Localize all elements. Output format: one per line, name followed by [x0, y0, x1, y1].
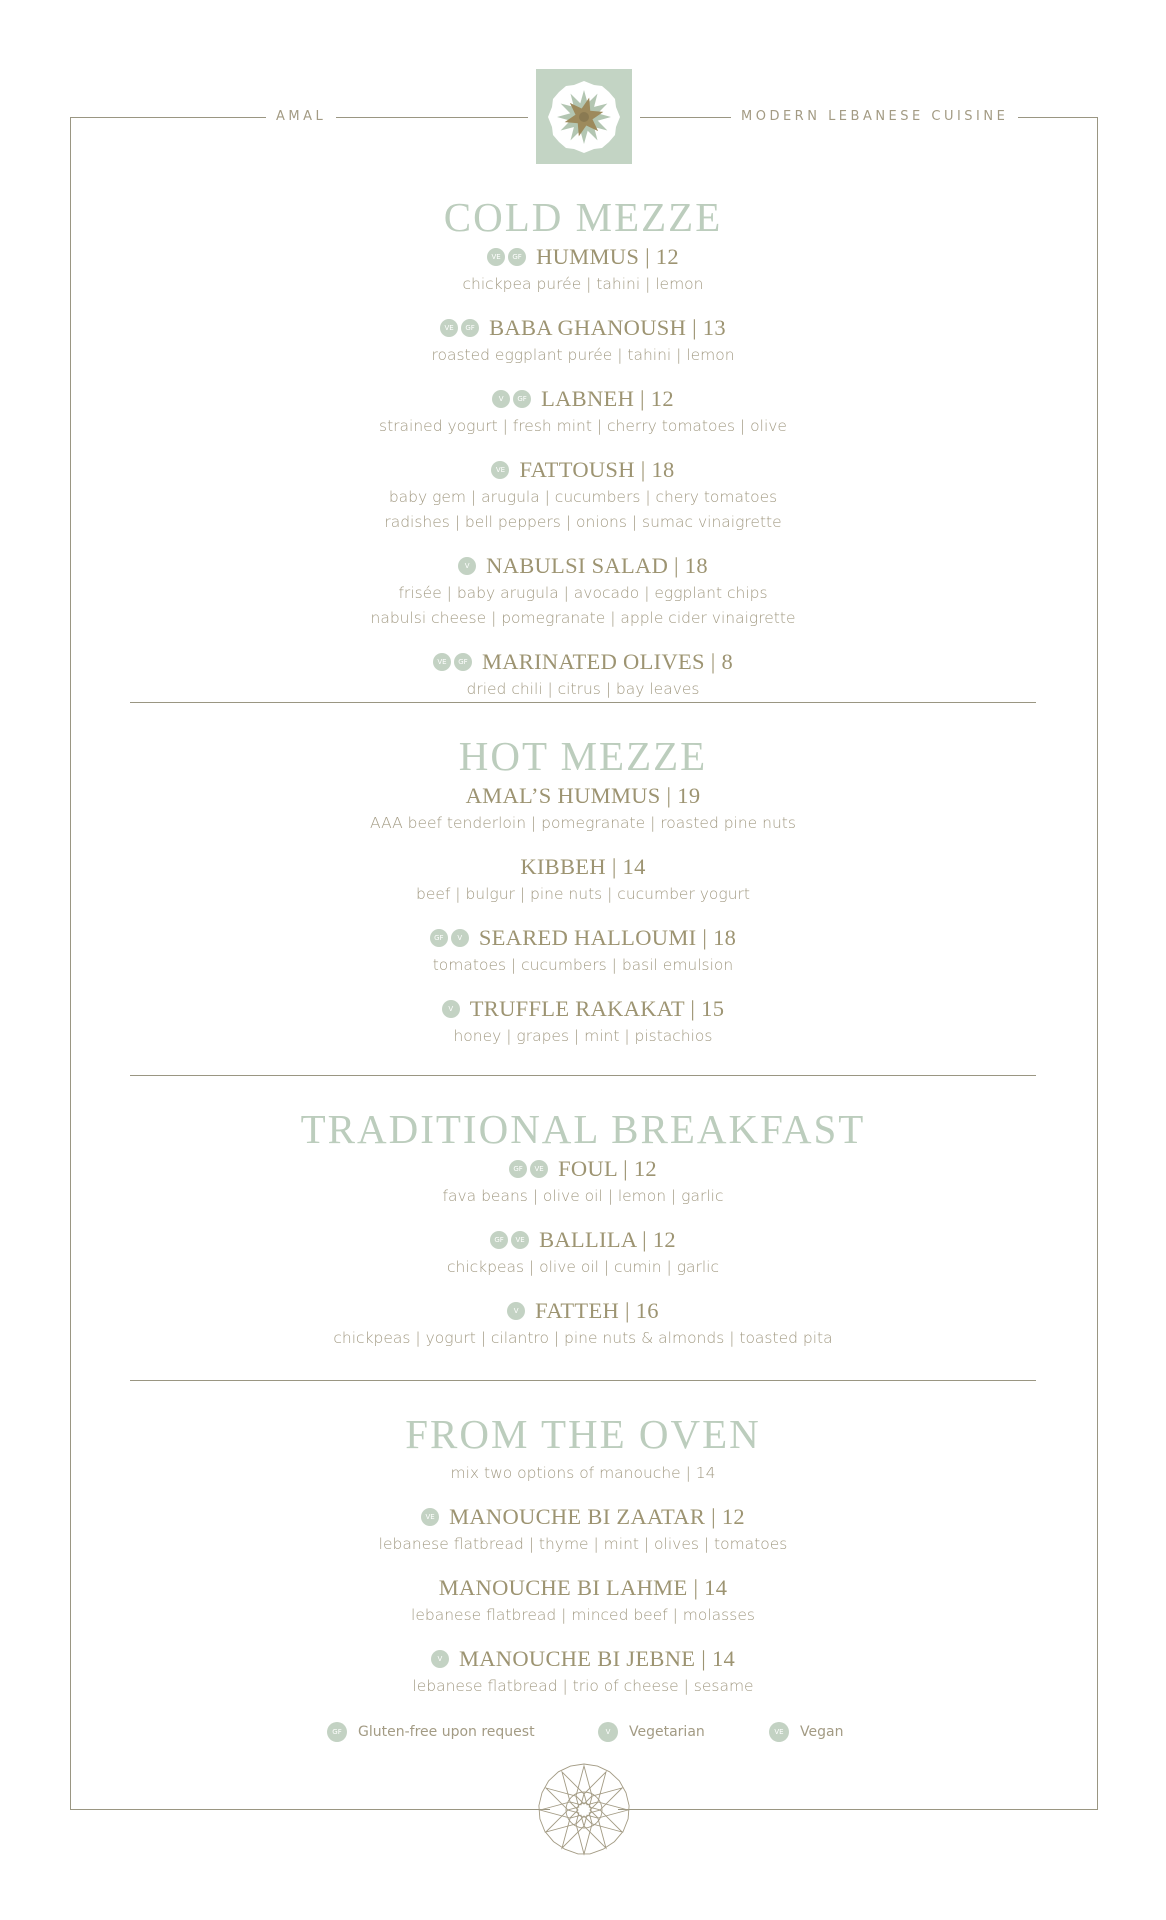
restaurant-tagline: MODERN LEBANESE CUISINE [731, 106, 1018, 128]
menu-item [130, 1644, 1036, 1699]
item-description: frisée | baby arugula | avocado | eggplant chips [398, 584, 768, 602]
section-note: mix two options of manouche | 14 [450, 1464, 716, 1482]
gluten-free-badge-icon: GF [454, 653, 472, 671]
item-name: KIBBEH | 14 [520, 854, 646, 879]
item-name: MANOUCHE BI LAHME | 14 [438, 1575, 728, 1600]
item-name: AMAL’S HUMMUS | 19 [465, 783, 701, 808]
item-name: FATTOUSH | 18 [519, 457, 675, 482]
vegan-badge-icon: VE [440, 319, 458, 337]
item-description: lebanese flatbread | minced beef | molasses [411, 1606, 755, 1624]
gluten-free-badge-icon: GF [327, 1722, 347, 1742]
menu-item [130, 852, 1036, 907]
vegan-badge-icon: VE [769, 1722, 789, 1742]
item-description: honey | grapes | mint | pistachios [453, 1027, 713, 1045]
menu-item [130, 384, 1036, 439]
menu-content [130, 180, 1036, 1699]
item-description: fava beans | olive oil | lemon | garlic [442, 1187, 724, 1205]
legend-label: Gluten-free upon request [358, 1724, 535, 1740]
vegetarian-badge-icon: V [458, 557, 476, 575]
vegetarian-badge-icon: V [492, 390, 510, 408]
dietary-legend [0, 1722, 1166, 1748]
menu-item [130, 994, 1036, 1049]
item-description: dried chili | citrus | bay leaves [466, 680, 700, 698]
item-description: AAA beef tenderloin | pomegranate | roasted pine nuts [370, 814, 796, 832]
menu-item [130, 313, 1036, 368]
item-name: MANOUCHE BI ZAATAR | 12 [449, 1504, 745, 1529]
item-description: radishes | bell peppers | onions | sumac vinaigrette [384, 513, 782, 531]
vegan-badge-icon: VE [511, 1231, 529, 1249]
menu-item [130, 1225, 1036, 1280]
lotus-star-logo-icon [536, 69, 632, 164]
gluten-free-badge-icon: GF [490, 1231, 508, 1249]
menu-item [130, 1573, 1036, 1628]
menu-item [130, 551, 1036, 631]
item-description: tomatoes | cucumbers | basil emulsion [432, 956, 734, 974]
item-description: chickpeas | olive oil | cumin | garlic [446, 1258, 720, 1276]
item-description: chickpea purée | tahini | lemon [462, 275, 704, 293]
section-traditional-breakfast [130, 1076, 1036, 1380]
legend-entry-gluten-free [327, 1722, 535, 1742]
vegan-badge-icon: VE [421, 1508, 439, 1526]
vegan-badge-icon: VE [433, 653, 451, 671]
vegetarian-badge-icon: V [442, 1000, 460, 1018]
item-name: SEARED HALLOUMI | 18 [478, 925, 737, 950]
item-name: FOUL | 12 [558, 1156, 657, 1181]
menu-item [130, 242, 1036, 297]
item-description: strained yogurt | fresh mint | cherry tomatoes | olive [379, 417, 787, 435]
item-name: LABNEH | 12 [541, 386, 674, 411]
menu-item [130, 923, 1036, 978]
vegetarian-badge-icon: V [598, 1722, 618, 1742]
item-description: lebanese flatbread | trio of cheese | sesame [412, 1677, 754, 1695]
menu-item [130, 455, 1036, 535]
section-cold-mezze [130, 180, 1036, 702]
item-description: chickpeas | yogurt | cilantro | pine nuts & almonds | toasted pita [333, 1329, 833, 1347]
item-name: HUMMUS | 12 [536, 244, 679, 269]
section-title: TRADITIONAL BREAKFAST [300, 1106, 866, 1152]
item-name: BALLILA | 12 [539, 1227, 676, 1252]
item-description: roasted eggplant purée | tahini | lemon [431, 346, 735, 364]
vegan-badge-icon: VE [491, 461, 509, 479]
item-name: MANOUCHE BI JEBNE | 14 [458, 1646, 736, 1671]
menu-item [130, 1296, 1036, 1351]
gluten-free-badge-icon: GF [461, 319, 479, 337]
item-name: TRUFFLE RAKAKAT | 15 [469, 996, 725, 1021]
section-from-the-oven [130, 1381, 1036, 1699]
vegan-badge-icon: VE [487, 248, 505, 266]
item-description: baby gem | arugula | cucumbers | chery tomatoes [388, 488, 778, 506]
item-name: BABA GHANOUSH | 13 [489, 315, 726, 340]
vegan-badge-icon: VE [530, 1160, 548, 1178]
gluten-free-badge-icon: GF [513, 390, 531, 408]
legend-entry-vegetarian [598, 1722, 705, 1742]
geometric-star-medallion-icon [536, 1762, 632, 1858]
section-title: COLD MEZZE [443, 194, 723, 240]
legend-label: Vegetarian [629, 1724, 705, 1740]
item-name: MARINATED OLIVES | 8 [481, 649, 734, 674]
item-description: nabulsi cheese | pomegranate | apple cider vinaigrette [370, 609, 796, 627]
item-description: beef | bulgur | pine nuts | cucumber yogurt [416, 885, 750, 903]
menu-item [130, 781, 1036, 836]
legend-entry-vegan [769, 1722, 843, 1742]
gluten-free-badge-icon: GF [430, 929, 448, 947]
vegetarian-badge-icon: V [451, 929, 469, 947]
menu-item [130, 1502, 1036, 1557]
restaurant-name: AMAL [266, 106, 336, 128]
menu-item [130, 1154, 1036, 1209]
section-title: FROM THE OVEN [405, 1411, 761, 1457]
item-name: FATTEH | 16 [535, 1298, 659, 1323]
vegetarian-badge-icon: V [507, 1302, 525, 1320]
legend-label: Vegan [800, 1724, 844, 1740]
item-description: lebanese flatbread | thyme | mint | olives | tomatoes [378, 1535, 788, 1553]
item-name: NABULSI SALAD | 18 [486, 553, 708, 578]
section-hot-mezze [130, 703, 1036, 1075]
vegetarian-badge-icon: V [431, 1650, 449, 1668]
menu-item [130, 647, 1036, 702]
section-title: HOT MEZZE [458, 733, 708, 779]
gluten-free-badge-icon: GF [509, 1160, 527, 1178]
gluten-free-badge-icon: GF [508, 248, 526, 266]
